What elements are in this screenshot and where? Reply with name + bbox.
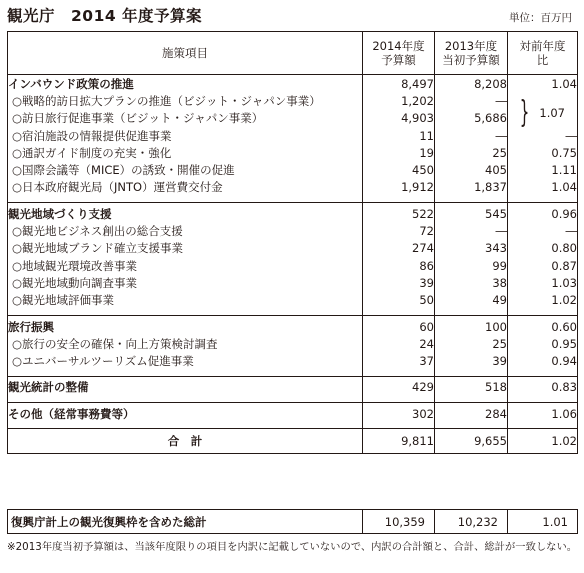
budget-2013: 545 bbox=[435, 205, 508, 222]
yoy-ratio: 0.80 bbox=[508, 240, 578, 257]
item-name: ○訪日旅行促進事業（ビジット・ジャパン事業） bbox=[8, 110, 363, 127]
item-row bbox=[8, 110, 578, 127]
item-name: 観光統計の整備 bbox=[8, 379, 363, 396]
budget-2014: 302 bbox=[363, 405, 435, 422]
yoy-ratio: 1.03 bbox=[508, 274, 578, 291]
yoy-ratio: 1.04 bbox=[508, 179, 578, 196]
yoy-ratio: 1.02 bbox=[508, 292, 578, 309]
yoy-ratio: ― bbox=[508, 127, 578, 144]
budget-table bbox=[7, 31, 578, 454]
budget-2014: 1,912 bbox=[363, 179, 435, 196]
item-name: 旅行振興 bbox=[8, 318, 363, 335]
budget-2013: 25 bbox=[435, 144, 508, 161]
budget-2013: 1,837 bbox=[435, 179, 508, 196]
brace-mark: } bbox=[519, 95, 530, 130]
item-row bbox=[8, 144, 578, 161]
total-2014: 9,811 bbox=[363, 429, 435, 454]
budget-2014: 429 bbox=[363, 379, 435, 396]
header-2013-budget bbox=[435, 32, 508, 75]
budget-2014: 60 bbox=[363, 318, 435, 335]
item-name: 観光地域づくり支援 bbox=[8, 205, 363, 222]
budget-2013: 343 bbox=[435, 240, 508, 257]
header-item: 施策項目 bbox=[8, 32, 363, 75]
item-name: ○観光地域評価事業 bbox=[8, 292, 363, 309]
document-title: 観光庁 2014 年度予算案 bbox=[7, 7, 203, 25]
budget-2014: 19 bbox=[363, 144, 435, 161]
budget-2013: 39 bbox=[435, 352, 508, 369]
item-row bbox=[8, 274, 578, 291]
total-ratio: 1.02 bbox=[508, 429, 578, 454]
footnote: ※2013年度当初予算額は、当該年度限りの項目を内訳に記載していないので、内訳の合計額と、合計、総計が一致しない。 bbox=[7, 541, 578, 553]
item-row bbox=[8, 222, 578, 239]
budget-2013: 284 bbox=[435, 405, 508, 422]
yoy-ratio: 0.96 bbox=[508, 205, 578, 222]
item-row bbox=[8, 127, 578, 144]
budget-2014: 8,497 bbox=[363, 75, 435, 93]
item-name: ○地域観光環境改善事業 bbox=[8, 257, 363, 274]
item-name: ○観光地域動向調査事業 bbox=[8, 274, 363, 291]
budget-2014: 4,903 bbox=[363, 110, 435, 127]
budget-2013: ― bbox=[435, 127, 508, 144]
budget-2013: 405 bbox=[435, 161, 508, 178]
budget-2013: 25 bbox=[435, 335, 508, 352]
budget-2013: ― bbox=[435, 222, 508, 239]
item-name: ○旅行の安全の確保・向上方策検討調査 bbox=[8, 335, 363, 352]
header-row bbox=[8, 32, 578, 75]
yoy-ratio: 1.04 bbox=[508, 75, 578, 93]
item-row bbox=[8, 92, 578, 109]
category-row bbox=[8, 379, 578, 396]
budget-2013: 5,686 bbox=[435, 110, 508, 127]
budget-2014: 11 bbox=[363, 127, 435, 144]
grand-total-label: 復興庁計上の観光復興枠を含めた総計 bbox=[8, 510, 363, 534]
budget-2013: 8,208 bbox=[435, 75, 508, 93]
item-name: その他（経常事務費等） bbox=[8, 405, 363, 422]
budget-2014: 450 bbox=[363, 161, 435, 178]
budget-2014: 37 bbox=[363, 352, 435, 369]
category-row bbox=[8, 205, 578, 222]
budget-2013: 38 bbox=[435, 274, 508, 291]
budget-2014: 522 bbox=[363, 205, 435, 222]
category-row bbox=[8, 405, 578, 422]
budget-2013: 518 bbox=[435, 379, 508, 396]
budget-2014: 39 bbox=[363, 274, 435, 291]
yoy-ratio: 0.94 bbox=[508, 352, 578, 369]
header-yoy-ratio bbox=[508, 32, 578, 75]
total-row bbox=[8, 429, 578, 454]
item-row bbox=[8, 161, 578, 178]
grand-total-2013: 10,232 bbox=[435, 510, 508, 534]
budget-2014: 274 bbox=[363, 240, 435, 257]
total-2013: 9,655 bbox=[435, 429, 508, 454]
merged-ratio: 1.07 bbox=[539, 106, 565, 120]
item-row bbox=[8, 257, 578, 274]
budget-2013: 99 bbox=[435, 257, 508, 274]
header-2014-line2: 予算額 bbox=[381, 53, 416, 67]
yoy-ratio: 0.60 bbox=[508, 318, 578, 335]
item-name: ○観光地ビジネス創出の総合支援 bbox=[8, 222, 363, 239]
yoy-ratio: ― bbox=[508, 222, 578, 239]
category-row bbox=[8, 75, 578, 93]
grand-total-row bbox=[8, 510, 578, 534]
budget-2014: 24 bbox=[363, 335, 435, 352]
yoy-ratio: 0.87 bbox=[508, 257, 578, 274]
budget-2014: 86 bbox=[363, 257, 435, 274]
unit-label: 単位：百万円 bbox=[509, 12, 572, 24]
item-name: インバウンド政策の推進 bbox=[8, 75, 363, 93]
budget-2014: 50 bbox=[363, 292, 435, 309]
grand-total-2014: 10,359 bbox=[363, 510, 435, 534]
yoy-ratio: 0.83 bbox=[508, 379, 578, 396]
yoy-ratio: 1.11 bbox=[508, 161, 578, 178]
budget-2013: 100 bbox=[435, 318, 508, 335]
item-name: ○戦略的訪日拡大プランの推進（ビジット・ジャパン事業） bbox=[8, 92, 363, 109]
item-name: ○宿泊施設の情報提供促進事業 bbox=[8, 127, 363, 144]
item-row bbox=[8, 335, 578, 352]
header-2013-line2: 当初予算額 bbox=[442, 53, 500, 67]
item-name: ○通訳ガイド制度の充実・強化 bbox=[8, 144, 363, 161]
item-name: ○日本政府観光局（JNTO）運営費交付金 bbox=[8, 179, 363, 196]
item-name: ○観光地域ブランド確立支援事業 bbox=[8, 240, 363, 257]
item-row bbox=[8, 292, 578, 309]
header-2014-budget bbox=[363, 32, 435, 75]
header-2014-line1: 2014年度 bbox=[372, 39, 425, 53]
budget-2014: 1,202 bbox=[363, 92, 435, 109]
item-name: ○国際会議等（MICE）の誘致・開催の促進 bbox=[8, 161, 363, 178]
budget-2013: ― bbox=[435, 92, 508, 109]
grand-total-table bbox=[7, 509, 578, 534]
total-label: 合 計 bbox=[8, 429, 363, 454]
budget-2013: 49 bbox=[435, 292, 508, 309]
yoy-ratio: 1.06 bbox=[508, 405, 578, 422]
budget-2014: 72 bbox=[363, 222, 435, 239]
header-ratio-line2: 比 bbox=[536, 53, 549, 67]
item-name: ○ユニバーサルツーリズム促進事業 bbox=[8, 352, 363, 369]
yoy-ratio: 0.75 bbox=[508, 144, 578, 161]
header-ratio-line1: 対前年度 bbox=[519, 39, 566, 53]
grand-total-ratio: 1.01 bbox=[508, 510, 578, 534]
item-row bbox=[8, 179, 578, 196]
header-2013-line1: 2013年度 bbox=[444, 39, 498, 53]
item-row bbox=[8, 240, 578, 257]
item-row bbox=[8, 352, 578, 369]
category-row bbox=[8, 318, 578, 335]
yoy-ratio: 0.95 bbox=[508, 335, 578, 352]
